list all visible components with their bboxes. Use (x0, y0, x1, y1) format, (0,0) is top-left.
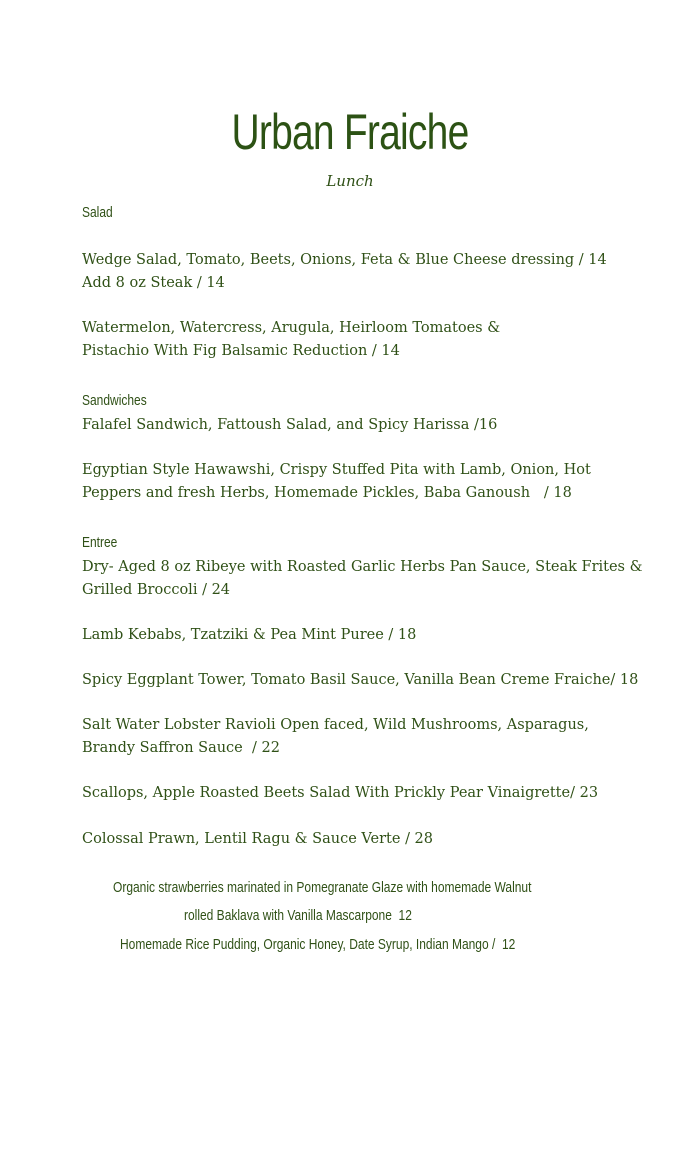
menu-item-line: Brandy Saffron Sauce / 22 (82, 740, 280, 756)
dessert-item-line: rolled Baklava with Vanilla Mascarpone 12 (184, 907, 412, 924)
menu-item-line: Dry- Aged 8 oz Ribeye with Roasted Garlic Herbs Pan Sauce, Steak Frites & (82, 559, 643, 575)
menu-item-line: Pistachio With Fig Balsamic Reduction / 14 (82, 343, 400, 359)
menu-item-line: Lamb Kebabs, Tzatziki & Pea Mint Puree / 18 (82, 627, 417, 643)
menu-item-line: Grilled Broccoli / 24 (82, 582, 231, 598)
menu-item-line: Peppers and fresh Herbs, Homemade Pickles, Baba Ganoush / 18 (82, 485, 572, 501)
menu-item-line: Watermelon, Watercress, Arugula, Heirloom Tomatoes & (82, 320, 501, 336)
menu-item-line: Salt Water Lobster Ravioli Open faced, Wild Mushrooms, Asparagus, (82, 717, 589, 733)
menu-item-line: Falafel Sandwich, Fattoush Salad, and Spicy Harissa /16 (82, 417, 498, 433)
menu-item-line: Scallops, Apple Roasted Beets Salad With Prickly Pear Vinaigrette/ 23 (82, 785, 599, 801)
section-heading-sandwiches: Sandwiches (82, 392, 147, 409)
menu-item-line: Spicy Eggplant Tower, Tomato Basil Sauce, Vanilla Bean Creme Fraiche/ 18 (82, 672, 639, 688)
menu-item-line: Colossal Prawn, Lentil Ragu & Sauce Verte / 28 (82, 831, 434, 847)
section-heading-salad: Salad (82, 204, 113, 221)
dessert-item-line: Homemade Rice Pudding, Organic Honey, Date Syrup, Indian Mango / 12 (120, 936, 516, 953)
menu-item-line: Egyptian Style Hawawshi, Crispy Stuffed Pita with Lamb, Onion, Hot (82, 462, 591, 478)
menu-item-line: Add 8 oz Steak / 14 (82, 275, 225, 291)
restaurant-title: Urban Fraiche (231, 104, 469, 160)
dessert-item-line: Organic strawberries marinated in Pomegranate Glaze with homemade Walnut (113, 879, 532, 896)
section-heading-entree: Entree (82, 534, 118, 551)
menu-item-line: Wedge Salad, Tomato, Beets, Onions, Feta & Blue Cheese dressing / 14 (82, 252, 607, 268)
meal-subtitle: Lunch (326, 172, 374, 190)
